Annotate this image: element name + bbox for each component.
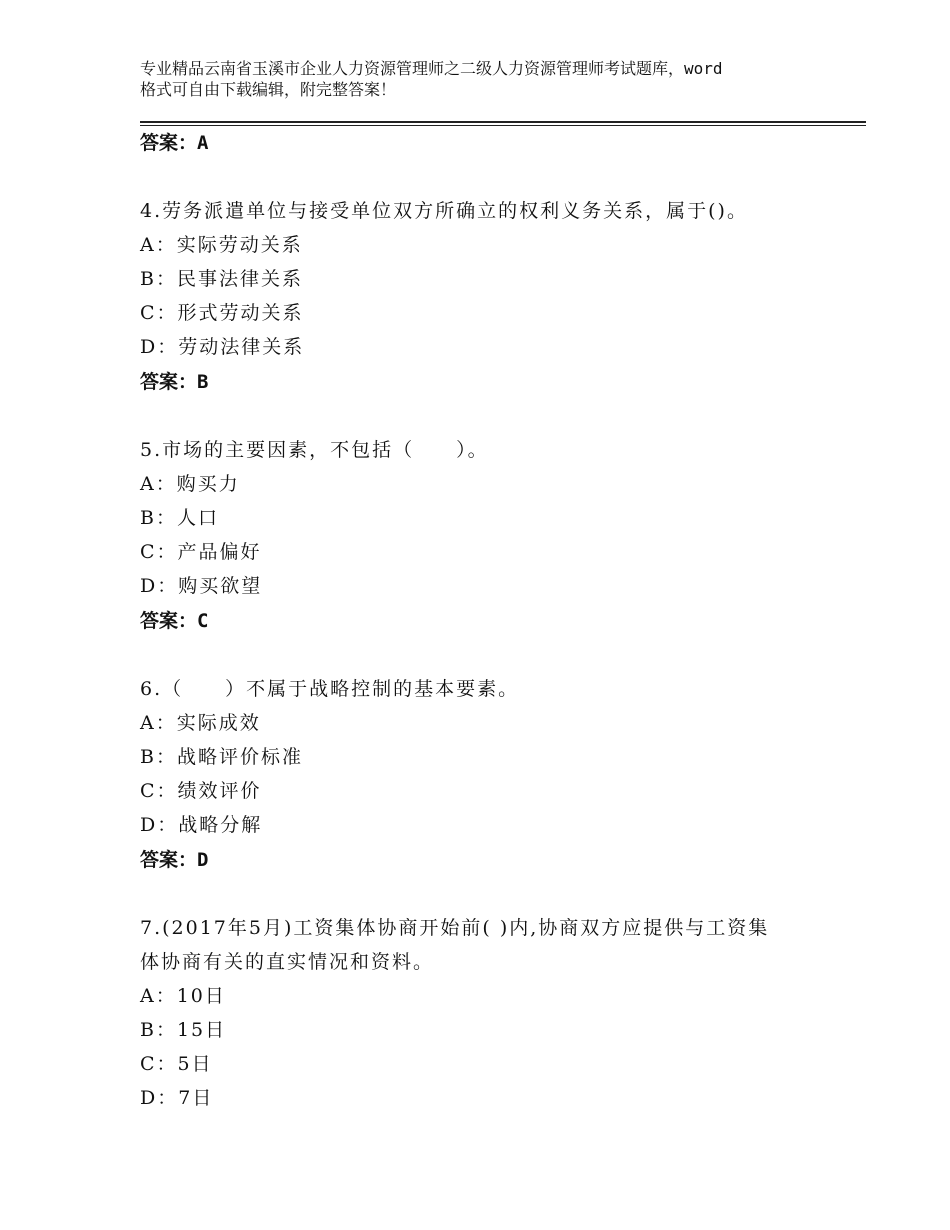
question-7-option-d: D：7日: [140, 1087, 214, 1109]
question-5-option-a: A：购买力: [140, 473, 240, 495]
question-5-option-b: B：人口: [140, 507, 219, 529]
question-6-option-c: C：绩效评价: [140, 780, 262, 802]
header-title-line-1: 专业精品云南省玉溪市企业人力资源管理师之二级人力资源管理师考试题库，word: [140, 59, 723, 78]
question-4-option-c: C：形式劳动关系: [140, 302, 304, 324]
header-divider-thin: [140, 125, 866, 126]
header-divider-thick: [140, 121, 866, 123]
question-7-stem-line-1: 7.(2017年5月)工资集体协商开始前( )内,协商双方应提供与工资集: [140, 917, 770, 939]
question-6-answer: 答案：D: [140, 849, 209, 871]
question-7-option-c: C：5日: [140, 1053, 213, 1075]
question-6-stem: 6.（ ）不属于战略控制的基本要素。: [140, 678, 520, 700]
question-5-stem: 5.市场的主要因素，不包括（ ）。: [140, 439, 489, 461]
question-7-option-b: B：15日: [140, 1019, 227, 1041]
question-7-option-a: A：10日: [140, 985, 226, 1007]
question-4-option-b: B：民事法律关系: [140, 268, 303, 290]
question-4-option-d: D：劳动法律关系: [140, 336, 305, 358]
question-6-option-b: B：战略评价标准: [140, 746, 303, 768]
answer-prev: 答案：A: [140, 132, 209, 154]
question-6-option-a: A：实际成效: [140, 712, 261, 734]
question-5-option-d: D：购买欲望: [140, 575, 263, 597]
question-6-option-d: D：战略分解: [140, 814, 263, 836]
question-4-option-a: A：实际劳动关系: [140, 234, 303, 256]
question-4-answer: 答案：B: [140, 371, 209, 393]
question-5-option-c: C：产品偏好: [140, 541, 262, 563]
document-header: [140, 58, 840, 100]
question-4-stem: 4.劳务派遣单位与接受单位双方所确立的权利义务关系，属于()。: [140, 200, 748, 222]
question-5-answer: 答案：C: [140, 610, 209, 632]
question-7-stem-line-2: 体协商有关的直实情况和资料。: [140, 951, 435, 973]
header-title-line-2: 格式可自由下载编辑，附完整答案！: [140, 80, 397, 99]
